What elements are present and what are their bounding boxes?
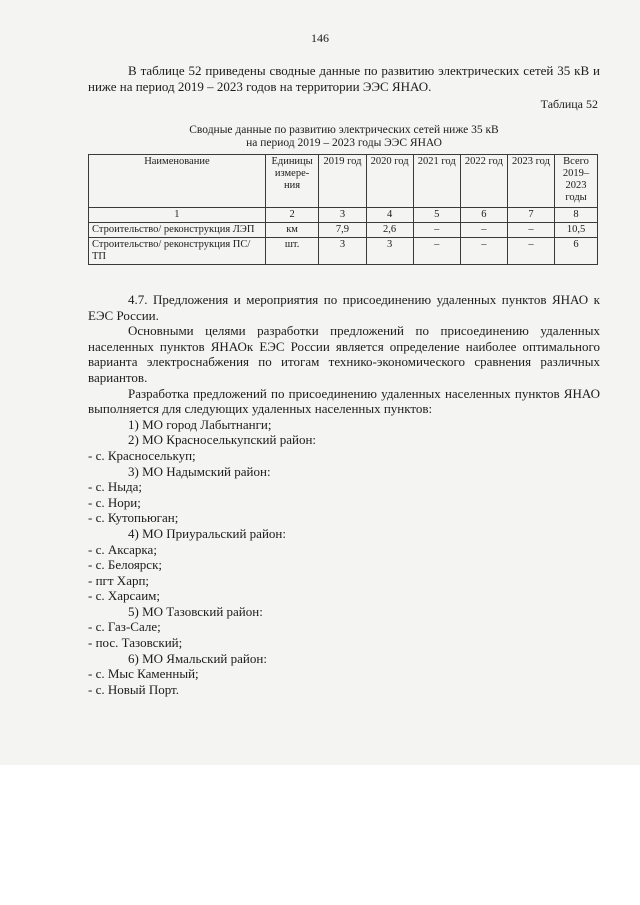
column-number-cell: 3 — [319, 208, 366, 223]
table-cell: 10,5 — [555, 223, 598, 238]
table-header-row — [89, 155, 598, 208]
district-item: 5) МО Тазовский район: — [128, 603, 263, 619]
header-cell: 2023 год — [507, 155, 554, 208]
column-number-cell: 7 — [507, 208, 554, 223]
intro-paragraph: В таблице 52 приведены сводные данные по развитию электрических сетей 35 кВ и ниже на период 2019 – 2023 годов на территории ЭЭС ЯНАО. — [88, 63, 600, 94]
settlement-item: - с. Ныда; — [88, 479, 142, 495]
district-item: 3) МО Надымский район: — [128, 463, 271, 479]
header-cell: 2020 год — [366, 155, 413, 208]
header-cell: 2019 год — [319, 155, 366, 208]
table-cell: – — [507, 223, 554, 238]
settlement-list — [88, 417, 600, 698]
column-number-cell: 4 — [366, 208, 413, 223]
settlement-item: - с. Аксарка; — [88, 541, 157, 557]
table-caption — [88, 124, 600, 150]
district-item: 4) МО Приуральский район: — [128, 525, 286, 541]
district-item: 1) МО город Лабытнанги; — [128, 416, 272, 432]
table-cell: 3 — [319, 238, 366, 265]
settlement-item: - с. Мыс Каменный; — [88, 666, 199, 682]
table-cell: 2,6 — [366, 223, 413, 238]
table-row — [89, 223, 598, 238]
settlement-item: - с. Красноселькуп; — [88, 447, 196, 463]
paragraph: Основными целями разработки предложений по присоединению удаленных населенных пунктов ЯНАОк ЕЭС России является определение наиболее оптимального варианта электроснабжения по итогам технико-экономического сравнения различных вариантов. — [88, 323, 600, 385]
district-item: 2) МО Красноселькупский район: — [128, 432, 317, 448]
column-number-cell: 2 — [265, 208, 319, 223]
settlement-item: - с. Харсаим; — [88, 588, 161, 604]
table-row — [89, 238, 598, 265]
header-cell: Наименование — [89, 155, 266, 208]
document-body — [88, 292, 600, 697]
settlement-item: - пос. Тазовский; — [88, 635, 183, 651]
caption-line-1: Сводные данные по развитию электрических сетей ниже 35 кВ — [189, 124, 499, 136]
column-number-cell: 5 — [413, 208, 460, 223]
header-cell: Всего 2019–2023 годы — [555, 155, 598, 208]
table-cell: – — [460, 223, 507, 238]
settlement-item: - с. Новый Порт. — [88, 681, 179, 697]
header-cell: 2022 год — [460, 155, 507, 208]
table-cell: – — [413, 223, 460, 238]
header-cell: Единицы измере-ния — [265, 155, 319, 208]
settlement-item: - с. Белоярск; — [88, 557, 163, 573]
table-cell: – — [413, 238, 460, 265]
table-cell: – — [507, 238, 554, 265]
caption-line-2: на период 2019 – 2023 годы ЭЭС ЯНАО — [246, 137, 442, 149]
table-cell: – — [460, 238, 507, 265]
settlement-item: - с. Кутопьюган; — [88, 510, 179, 526]
table-label: Таблица 52 — [540, 97, 598, 111]
settlement-item: - с. Газ-Сале; — [88, 619, 161, 635]
page-number: 146 — [311, 31, 329, 45]
table-cell: Строительство/ реконструкция ПС/ТП — [89, 238, 266, 265]
column-number-cell: 1 — [89, 208, 266, 223]
column-number-row — [89, 208, 598, 223]
settlement-item: - пгт Харп; — [88, 572, 150, 588]
column-number-cell: 8 — [555, 208, 598, 223]
table-cell: 3 — [366, 238, 413, 265]
table-cell: Строительство/ реконструкция ЛЭП — [89, 223, 266, 238]
table-cell: шт. — [265, 238, 319, 265]
section-heading: 4.7. Предложения и мероприятия по присоединению удаленных пунктов ЯНАО к ЕЭС России. — [88, 292, 600, 323]
column-number-cell: 6 — [460, 208, 507, 223]
table-cell: 7,9 — [319, 223, 366, 238]
table-cell: 6 — [555, 238, 598, 265]
district-item: 6) МО Ямальский район: — [128, 650, 267, 666]
summary-table — [88, 154, 598, 265]
settlement-item: - с. Нори; — [88, 494, 141, 510]
table-cell: км — [265, 223, 319, 238]
header-cell: 2021 год — [413, 155, 460, 208]
paragraph: Разработка предложений по присоединению удаленных населенных пунктов ЯНАО выполняется для следующих удаленных населенных пунктов: — [88, 385, 600, 417]
